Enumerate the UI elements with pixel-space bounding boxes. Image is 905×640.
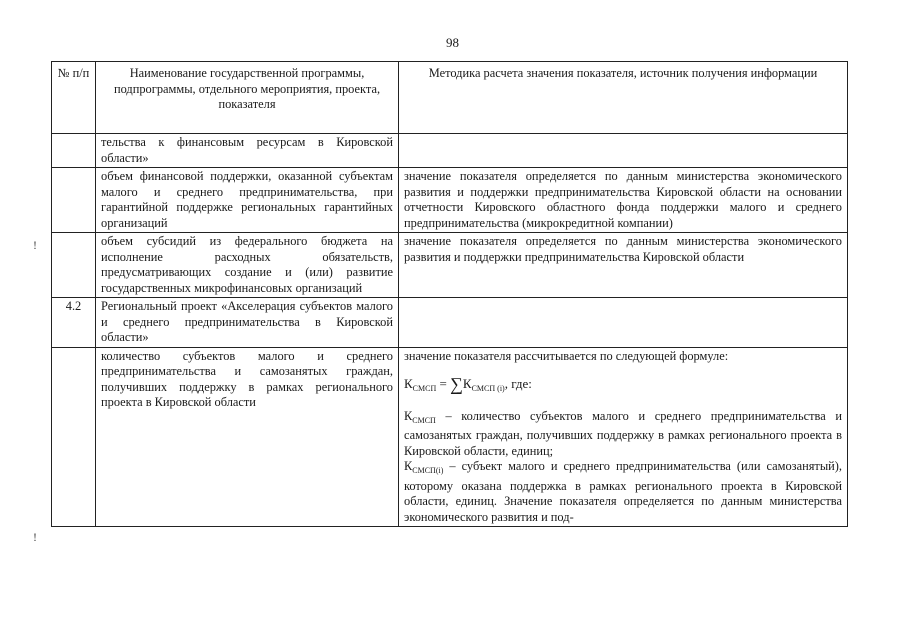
row-name: объем субсидий из федерального бюджета на исполнение расходных обязательств, предусматривающих создание и (или) развитие государственных микрофинансовых организаций	[96, 233, 399, 298]
page-number: 98	[446, 35, 459, 50]
row-name: тельства к финансовым ресурсам в Кировской области»	[96, 134, 399, 168]
definition-text: – количество субъектов малого и среднего предпринимательства и самозанятых граждан, получивших поддержку в рамках регионального проекта в Кировской области, единиц;	[404, 408, 842, 458]
table-row	[52, 347, 848, 527]
table-header-row	[52, 62, 848, 134]
row-number	[52, 168, 96, 233]
header-method: Методика расчета значения показателя, источник получения информации	[399, 62, 848, 134]
row-number: 4.2	[52, 298, 96, 348]
table-row	[52, 134, 848, 168]
row-method	[399, 347, 848, 527]
row-name: Региональный проект «Акселерация субъектов малого и среднего предпринимательства в Кировской области»	[96, 298, 399, 348]
header-number: № п/п	[52, 62, 96, 134]
formula-tail: , где:	[504, 376, 532, 391]
formula-lhs: К	[404, 376, 413, 391]
method-intro: значение показателя рассчитывается по следующей формуле:	[404, 348, 729, 363]
row-method	[399, 134, 848, 168]
table-row	[52, 233, 848, 298]
row-number	[52, 233, 96, 298]
definition-symbol: К	[404, 408, 413, 423]
row-method: значение показателя определяется по данным министерства экономического развития и поддержки предпринимательства Кировской области на основании отчетности Кировского областного фонда поддержки малого и среднего предпринимательства (микрокредитной компании)	[399, 168, 848, 233]
definition-symbol: К	[404, 459, 413, 473]
row-name: количество субъектов малого и среднего предпринимательства и самозанятых граждан, получивших поддержку в рамках регионального проекта в Кировской области	[96, 347, 399, 527]
header-name: Наименование государственной программы, подпрограммы, отдельного мероприятия, проекта, показателя	[96, 62, 399, 134]
margin-mark: !	[33, 530, 37, 544]
indicator-table	[51, 61, 848, 527]
margin-mark: !	[33, 238, 37, 252]
table-row	[52, 168, 848, 233]
formula-lhs-sub: СМСП	[412, 384, 437, 393]
table-row	[52, 298, 848, 348]
row-method: значение показателя определяется по данным министерства экономического развития и поддержки предпринимательства Кировской области	[399, 233, 848, 298]
row-number	[52, 134, 96, 168]
definition-text: – субъект малого и среднего предпринимательства (или самозанятый), которому оказана поддержка в рамках регионального проекта в Кировской области, единиц. Значение показателя определяется по данным министерства экономического развития и под-	[404, 459, 842, 524]
definition-symbol-sub: СМСП(i)	[412, 466, 444, 475]
row-method	[399, 298, 848, 348]
formula-rhs-sub: СМСП (i)	[471, 384, 505, 393]
definition-item	[404, 459, 842, 525]
definition-total	[404, 409, 842, 460]
formula-rhs: К	[462, 376, 472, 391]
formula	[404, 376, 842, 397]
sum-symbol: ∑	[450, 374, 463, 394]
row-name: объем финансовой поддержки, оказанной субъектам малого и среднего предпринимательства, при гарантийной поддержке региональных гарантийных организаций	[96, 168, 399, 233]
row-number	[52, 347, 96, 527]
formula-equals: =	[439, 376, 447, 391]
definition-symbol-sub: СМСП	[412, 415, 436, 425]
